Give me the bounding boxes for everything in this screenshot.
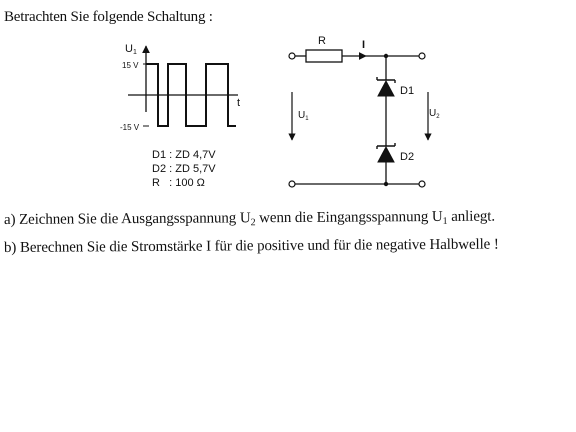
terminal-out-top [419,53,425,59]
question-b: b) Berechnen Sie die Stromstärke I für die positive und für die negative Halbwelle ! [3,236,499,256]
zener-diode-d1 [377,77,395,96]
output-voltage-label: $U_2$ [429,108,440,120]
resistor-label: R [318,35,326,47]
question-a-part2: wenn die Eingangsspannung U [255,208,443,227]
terminal-in-top [289,53,295,59]
question-a-part1: a) Zeichnen Sie die Ausgangsspannung U [3,210,251,228]
question-a-part3: anliegt. [447,208,496,225]
zener-diode-d2 [377,143,395,162]
component-d2: D2 : ZD 5,7V [152,163,216,175]
tick-label-top: 15 V [122,61,139,70]
component-d1: D1 : ZD 4,7V [152,149,216,161]
tick-label-bottom: -15 V [120,123,140,132]
component-list [152,149,216,189]
heading: Betrachten Sie folgende Schaltung : [4,9,213,25]
question-a-sub1: 2 [250,217,256,229]
terminal-out-bottom [419,181,425,187]
diode2-label: D2 [400,151,415,163]
waveform-t-label: t [237,97,241,109]
question-a [4,209,495,230]
resistor-symbol [306,50,342,62]
waveform-plot [120,43,240,132]
question-a-sub2: 1 [442,215,448,227]
component-r: R : 100 Ω [152,177,205,189]
input-voltage-label: $U_1$ [298,110,309,122]
diode1-label: D1 [400,85,415,97]
circuit-schematic [289,50,428,187]
waveform-y-label: U1 [125,43,137,56]
terminal-in-bottom [289,181,295,187]
current-label: I [362,39,366,51]
